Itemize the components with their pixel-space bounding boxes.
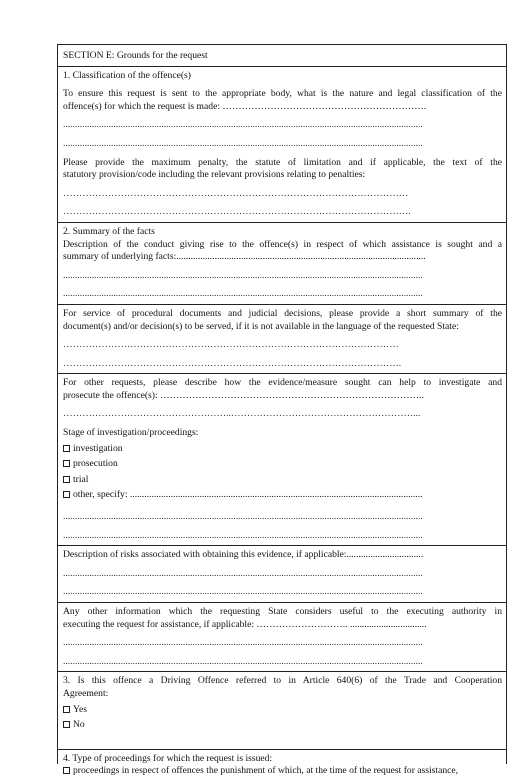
risks-question[interactable]: Description of risks associated with obtaining this evidence, if applicable:................................: [63, 549, 424, 561]
checkbox-icon[interactable]: [63, 706, 70, 713]
answer-line[interactable]: ......................................................................................................................................................: [63, 567, 423, 579]
other-info-question[interactable]: executing the request for assistance, if applicable: ……………………….. ................................: [63, 618, 427, 630]
answer-line[interactable]: ......................................................................................................................................................: [63, 288, 423, 300]
other-info-question: Any other information which the requesting State considers useful to the executing authority in: [63, 606, 502, 617]
answer-line[interactable]: ......................................................................................................................................................: [63, 269, 423, 281]
s1-penalty-question: Please provide the maximum penalty, the statute of limitation and if applicable, the text of the: [63, 156, 502, 168]
s4-option-1[interactable]: proceedings in respect of offences the punishment of which, at the time of the request for assistance,: [63, 765, 502, 778]
checkbox-icon[interactable]: [63, 460, 70, 467]
answer-line[interactable]: ……………………………………………………………………………………………….: [63, 206, 411, 218]
answer-line[interactable]: ......................................................................................................................................................: [63, 637, 423, 649]
checkbox-icon[interactable]: [63, 476, 70, 483]
s2-evidence-question: For other requests, please describe how the evidence/measure sought can help to investigate and: [63, 377, 502, 389]
answer-line[interactable]: ......................................................................................................................................................: [63, 529, 423, 541]
s1-question-text[interactable]: offence(s) for which the request is made: ……………………………………………………….: [63, 100, 427, 112]
answer-line[interactable]: ......................................................................................................................................................: [63, 137, 423, 149]
divider: [58, 545, 506, 546]
answer-line[interactable]: ……………………………………………………………………………………………: [63, 339, 399, 351]
stage-option-other[interactable]: other, specify: ..........................................................................................................................: [63, 489, 502, 502]
s2-service-question: document(s) and/or decision(s) to be served, if it is not available in the language of the requested State:: [63, 320, 459, 332]
divider: [58, 222, 506, 223]
answer-line[interactable]: ......................................................................................................................................................: [63, 511, 423, 523]
s2-conduct-question: Description of the conduct giving rise to the offence(s) in respect of which assistance is sought and a: [63, 238, 502, 250]
s3-question: 3. Is this offence a Driving Offence referred to in Article 640(6) of the Trade and Cooperation: [63, 675, 502, 687]
answer-line[interactable]: ………………………………………………………………………………………………: [63, 187, 409, 199]
answer-line[interactable]: …………………………………………………………………………………………….: [63, 357, 402, 369]
s2-heading: 2. Summary of the facts: [63, 225, 155, 237]
stage-option-prosecution[interactable]: prosecution: [63, 458, 502, 471]
s4-heading: 4. Type of proceedings for which the request is issued:: [63, 752, 273, 764]
divider: [58, 749, 506, 750]
divider: [58, 602, 506, 603]
answer-line[interactable]: ......................................................................................................................................................: [63, 119, 423, 131]
stage-option-trial[interactable]: trial: [63, 474, 502, 487]
checkbox-icon[interactable]: [63, 721, 70, 728]
answer-line[interactable]: ......................................................................................................................................................: [63, 655, 423, 667]
answer-line[interactable]: ……………………………………………..…………………………………………………...: [63, 408, 421, 420]
s3-option-yes[interactable]: Yes: [63, 704, 502, 717]
s2-service-question: For service of procedural documents and judicial decisions, please provide a short summary of the: [63, 307, 502, 319]
s1-heading: 1. Classification of the offence(s): [63, 69, 191, 81]
s1-question-text: To ensure this request is sent to the appropriate body, what is the nature and legal classification of the: [63, 88, 502, 100]
divider: [58, 304, 506, 305]
s3-question: Agreement:: [63, 687, 109, 699]
answer-line[interactable]: ......................................................................................................................................................: [63, 586, 423, 598]
s1-penalty-question: statutory provision/code including the relevant provisions relating to penalties:: [63, 169, 366, 181]
divider: [58, 66, 506, 67]
s2-evidence-question[interactable]: prosecute the offence(s): ………………………………………………………………………..: [63, 389, 424, 401]
section-title: SECTION E: Grounds for the request: [63, 50, 208, 61]
stage-label: Stage of investigation/proceedings:: [63, 427, 199, 439]
checkbox-icon[interactable]: [63, 491, 70, 498]
stage-option-investigation[interactable]: investigation: [63, 443, 502, 456]
section-e-form: [57, 44, 507, 777]
s2-conduct-question[interactable]: summary of underlying facts:........................................................................................................: [63, 251, 426, 263]
checkbox-icon[interactable]: [63, 767, 70, 774]
s3-option-no[interactable]: No: [63, 719, 502, 732]
divider: [58, 373, 506, 374]
divider: [58, 671, 506, 672]
checkbox-icon[interactable]: [63, 445, 70, 452]
